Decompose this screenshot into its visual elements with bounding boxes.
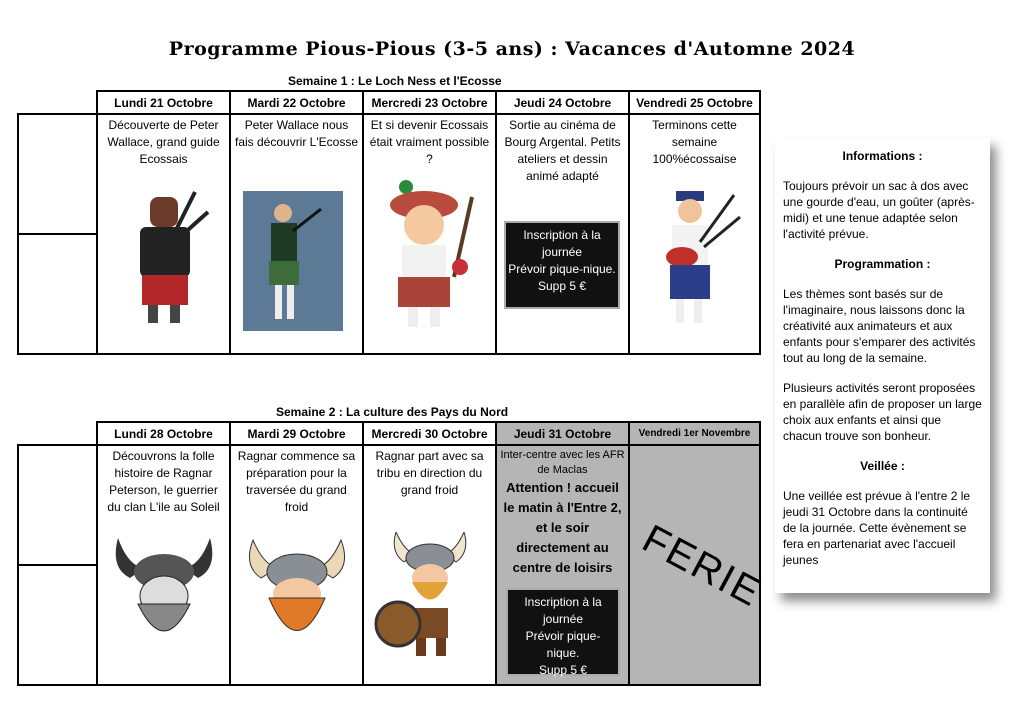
bagpiper-cartoon-illustration (652, 187, 742, 332)
activity-cell (230, 445, 363, 685)
week1-day: Vendredi 25 Octobre (629, 91, 760, 114)
programmation-paragraph: Les thèmes sont basés sur de l'imaginaire, nous laissons donc la créativité aux animateurs et aux enfants pour s'emparer des activités tout au long de la semaine. (783, 287, 976, 365)
week1-table (17, 90, 761, 355)
activity-text: Peter Wallace nous fais découvrir L'Ecosse (234, 118, 358, 149)
activity-text: Terminons cette semaine 100%écossaise (652, 118, 737, 166)
activity-text: Et si devenir Ecossais était vraiment possible ? (369, 118, 490, 166)
activity-text: Ragnar part avec sa tribu en direction du grand froid (375, 449, 484, 497)
viking-shield-illustration (374, 532, 486, 662)
activity-cell (97, 445, 230, 685)
activity-text: Découverte de Peter Wallace, grand guide Ecossais (107, 118, 220, 166)
programmation-heading: Programmation : (834, 257, 931, 271)
box-line: Inscription à la journée (524, 595, 602, 626)
week1-day: Mardi 22 Octobre (230, 91, 363, 114)
info-paragraph: Toujours prévoir un sac à dos avec une gourde d'eau, un goûter (après-midi) et une tenue adaptée selon l'activité prévue. (783, 179, 975, 241)
week2-day: Vendredi 1er Novembre (629, 422, 760, 445)
week2-day: Jeudi 31 Octobre (496, 422, 629, 445)
activity-cell (629, 114, 760, 354)
ferie-label: FERIE (635, 516, 769, 616)
corner-cell (18, 422, 97, 445)
registration-box (504, 221, 620, 309)
activity-cell (496, 114, 629, 354)
activity-cell (496, 445, 629, 685)
week2-day: Mardi 29 Octobre (230, 422, 363, 445)
programmation-paragraph: Plusieurs activités seront proposées en parallèle afin de proposer un large choix aux enfants et ainsi que chacun trouve son bonheur. (783, 381, 982, 443)
side-cell (18, 114, 97, 354)
week2-day: Mercredi 30 Octobre (363, 422, 496, 445)
week1-day: Mercredi 23 Octobre (363, 91, 496, 114)
info-panel: Informations : Toujours prévoir un sac à dos avec une gourde d'eau, un goûter (après-midi) et une tenue adaptée selon l'activité prévue. Programmation : Les thèmes sont basés sur de l'imaginaire, nous laissons donc la créativité aux animateurs et aux enfants pour s'emparer des activités tout au long de la semaine. Plusieurs activités seront proposées en parallèle afin de proposer un large choix aux enfants et ainsi que chacun trouve son bonheur. Veillée : Une veillée est prévue à l'entre 2 le jeudi 31 Octobre dans la continuité de la journée. Cette évènement se fera en partenariat avec l'accueil jeunes (775, 138, 990, 593)
corner-cell (18, 91, 97, 114)
info-heading: Informations (842, 149, 916, 163)
activity-cell (230, 114, 363, 354)
box-line: Prévoir pique-nique. (525, 629, 601, 660)
activity-text: Découvrons la folle histoire de Ragnar Peterson, le guerrier du clan L'ile au Soleil (107, 449, 220, 514)
activity-text: Ragnar commence sa préparation pour la traversée du grand froid (237, 449, 356, 514)
week2-table (17, 421, 769, 686)
box-line: Inscription à la journée (523, 228, 601, 259)
week1-day: Lundi 21 Octobre (97, 91, 230, 114)
week1-label: Semaine 1 : Le Loch Ness et l'Ecosse (288, 74, 502, 88)
activity-cell (363, 445, 496, 685)
bagpiper-warrior-illustration (120, 187, 210, 327)
viking-orange-beard-illustration (243, 538, 351, 653)
week2-label: Semaine 2 : La culture des Pays du Nord (276, 405, 509, 419)
box-line: Supp 5 € (538, 663, 588, 677)
side-cell (18, 445, 97, 685)
holiday-cell (629, 445, 769, 685)
piper-photo-illustration (243, 191, 343, 331)
veillee-heading: Veillée : (860, 459, 905, 473)
activity-text: Inter-centre avec les AFR de Maclas (500, 449, 625, 476)
week2-day: Lundi 28 Octobre (97, 422, 230, 445)
page-title: Programme Pious-Pious (3-5 ans) : Vacances d'Automne 2024 (168, 38, 856, 60)
box-line: Supp 5 € (537, 279, 587, 293)
box-line: Prévoir pique-nique. (508, 262, 616, 276)
activity-cell (97, 114, 230, 354)
viking-sketch-illustration (110, 538, 218, 648)
activity-text: Sortie au cinéma de Bourg Argental. Petits ateliers et dessin animé adapté (504, 118, 621, 183)
scottish-boy-illustration (376, 177, 486, 337)
activity-cell (363, 114, 496, 354)
attention-text: Attention ! accueil le matin à l'Entre 2, et le soir directement au centre de loisirs (503, 480, 622, 575)
registration-box (506, 588, 620, 676)
week1-day: Jeudi 24 Octobre (496, 91, 629, 114)
veillee-paragraph: Une veillée est prévue à l'entre 2 le jeudi 31 Octobre dans la continuité de la journée. Cette évènement se fera en partenariat avec l'accueil jeunes (783, 489, 971, 567)
